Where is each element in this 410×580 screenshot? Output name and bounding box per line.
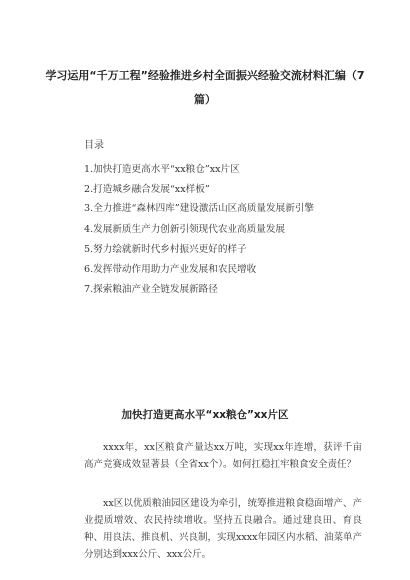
- body-paragraph-1: xxxx年，xx区粮食产量达xx万吨，实现xx年连增，获评千亩高产竞赛成效显著县（全省xx个）。如何扛稳扛牢粮食安全责任？: [84, 442, 362, 470]
- section-title: 加快打造更高水平“xx粮仓”xx片区: [121, 409, 289, 421]
- toc-item-3[interactable]: 3.全力推进“森林四库”建设激活山区高质量发展新引擎: [84, 203, 315, 214]
- toc-item-5[interactable]: 5.努力绘就新时代乡村振兴更好的样子: [84, 244, 247, 255]
- body-paragraph-2: xx区以优质粮油园区建设为牵引，统筹推进粮食稳面增产、产业提质增效、农民持续增收。坚持五良融合。通过建良田、育良种、用良法、推良机、兴良制，实现xxxx年园区内水稻、油菜单产分别达到xxx公斤、xxx公斤。: [84, 498, 362, 560]
- toc-item-6[interactable]: 6.发挥带动作用助力产业发展和农民增收: [84, 264, 257, 275]
- document-title: 学习运用“千万工程”经验推进乡村全面振兴经验交流材料汇编（7篇）: [45, 69, 365, 106]
- toc-heading: 目录: [84, 140, 104, 151]
- toc-item-2[interactable]: 2.打造城乡融合发展“xx样板”: [84, 184, 210, 195]
- table-of-contents: [84, 160, 364, 300]
- toc-item-4[interactable]: 4.发展新质生产力创新引领现代农业高质量发展: [84, 224, 286, 235]
- toc-item-1[interactable]: 1.加快打造更高水平“xx粮仓”xx片区: [84, 164, 240, 175]
- toc-item-7[interactable]: 7.探索粮油产业全链发展新路径: [84, 284, 218, 295]
